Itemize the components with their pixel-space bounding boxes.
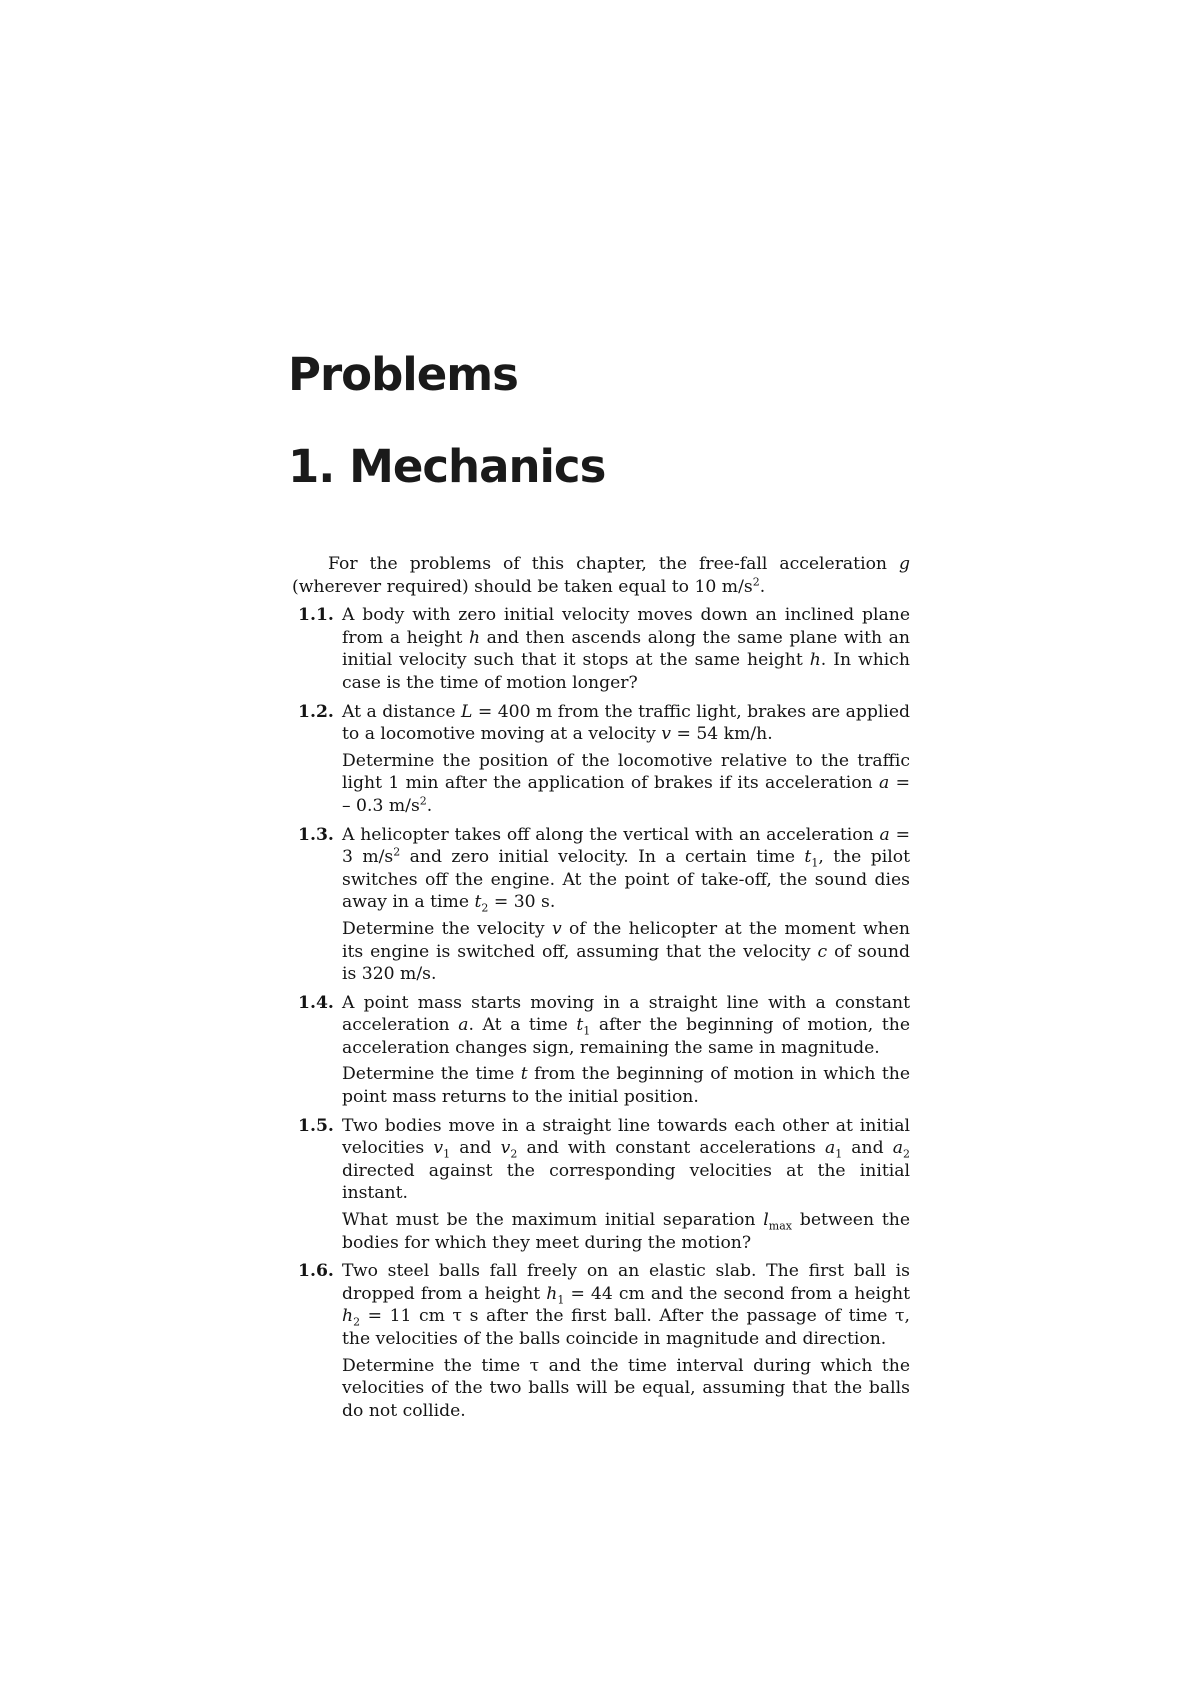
- problem-question: What must be the maximum initial separation $l_{max}$ between the bodies for which they meet during the motion?: [342, 1210, 911, 1253]
- problem-text: Two steel balls fall freely on an elastic slab. The first ball is dropped from a height $h_1 = 44$ cm and the second from a height $h_2 = 11$ cm τ s after the first ball. After the passage of time τ, the velocities of the balls coincide in magnitude and direction.: [342, 1261, 910, 1349]
- problem-text: A point mass starts moving in a straight line with a constant acceleration a. At a time $t_1$ after the beginning of motion, the acceleration changes sign, remaining the same in magnitude.: [342, 992, 910, 1058]
- problem-number: 1.2.: [298, 701, 334, 722]
- problem-number: 1.6.: [298, 1261, 334, 1282]
- problem-number: 1.4.: [298, 992, 334, 1013]
- problem-question: Determine the position of the locomotive relative to the traffic light 1 min after the application of brakes if its acceleration a = – 0.3 $m/s^2$.: [342, 750, 910, 816]
- intro-paragraph: For the problems of this chapter, the free-fall acceleration g (wherever required) should be taken equal to 10 $m/s^2$.: [292, 554, 910, 597]
- problem-1-4: [292, 992, 910, 1109]
- part-heading: Problems: [288, 348, 518, 401]
- problem-question: Determine the velocity v of the helicopter at the moment when its engine is switched off, assuming that the velocity c of sound is 320 m/s.: [342, 918, 910, 985]
- problem-1-2: [292, 701, 910, 818]
- problem-question: Determine the time t from the beginning of motion in which the point mass returns to the initial position.: [342, 1064, 910, 1108]
- problem-text: At a distance L = 400 m from the traffic light, brakes are applied to a locomotive moving at a velocity v = 54 km/h.: [342, 701, 910, 745]
- problem-number: 1.5.: [298, 1115, 334, 1136]
- problem-text: A helicopter takes off along the vertical with an acceleration a = 3 $m/s^2$ and zero initial velocity. In a certain time $t_1$, the pilot switches off the engine. At the point of take-off, the sound dies away in a time $t_2 = 30$ s.: [342, 824, 910, 915]
- problem-number: 1.1.: [298, 605, 334, 626]
- problem-text: A body with zero initial velocity moves down an inclined plane from a height h and then ascends along the same plane with an initial velocity such that it stops at the same height h. In which case is the time of motion longer?: [342, 605, 910, 693]
- problem-1-3: [292, 824, 910, 986]
- problem-text: Two bodies move in a straight line towards each other at initial velocities $v_1$ and $v_2$ and with constant accelerations $a_1$ and $a_2$ directed against the corresponding velocities at the initial instant.: [342, 1115, 910, 1204]
- problem-1-1: [292, 604, 910, 694]
- problem-1-5: [292, 1115, 910, 1255]
- problem-1-6: [292, 1260, 910, 1422]
- problem-question: Determine the time τ and the time interval during which the velocities of the two balls will be equal, assuming that the balls do not collide.: [342, 1355, 910, 1421]
- chapter-body: [292, 553, 910, 1428]
- problem-number: 1.3.: [298, 824, 334, 845]
- chapter-heading: 1. Mechanics: [288, 440, 606, 493]
